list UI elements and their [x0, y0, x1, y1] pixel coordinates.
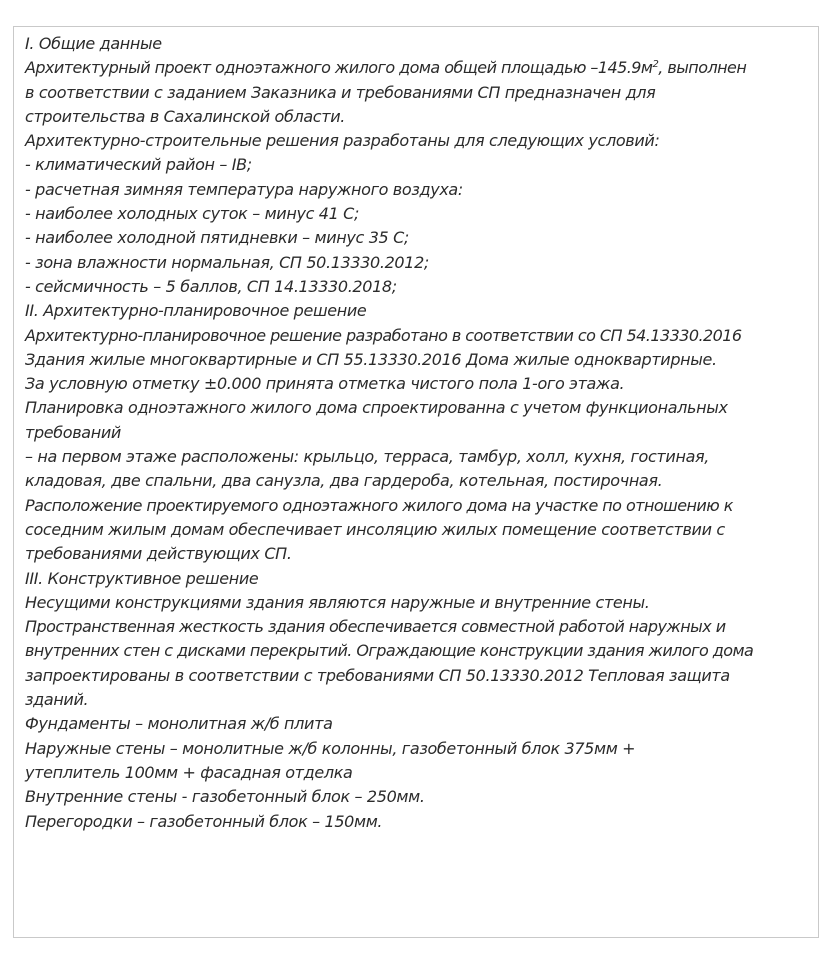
list-item: – на первом этаже расположены: крыльцо, терраса, тамбур, холл, кухня, гостиная,: [25, 447, 710, 467]
text-line: зданий.: [25, 690, 89, 710]
text-line: Наружные стены – монолитные ж/б колонны, газобетонный блок 375мм +: [25, 738, 636, 758]
text-line: строительства в Сахалинской области.: [25, 106, 345, 126]
text-line: утеплитель 100мм + фасадная отделка: [25, 762, 353, 782]
text-line: внутренних стен с дисками перекрытий. Ограждающие конструкции здания жилого дома: [25, 641, 754, 661]
text-line: Архитектурно-планировочное решение разработано в соответствии со СП 54.13330.2016: [25, 325, 742, 345]
text-line: Расположение проектируемого одноэтажного жилого дома на участке по отношению к: [25, 495, 733, 515]
list-item: - расчетная зимняя температура наружного воздуха:: [25, 179, 463, 199]
section-heading-structural: III. Конструктивное решение: [25, 568, 259, 588]
list-item: - зона влажности нормальная, СП 50.13330.2012;: [25, 252, 429, 272]
list-item: - наиболее холодных суток – минус 41 С;: [25, 204, 360, 224]
text-line: Планировка одноэтажного жилого дома спроектированна с учетом функциональных: [25, 398, 728, 418]
text-line: кладовая, две спальни, два санузла, два гардероба, котельная, постирочная.: [25, 471, 663, 491]
text-line: Архитектурный проект одноэтажного жилого дома общей площадью $-145.9м^2$, выполнен: [25, 58, 747, 78]
text-line: в соответствии с заданием Заказника и требованиями СП предназначен для: [25, 82, 656, 102]
document-text: [25, 32, 812, 834]
text-line: За условную отметку ±0.000 принята отметка чистого пола 1-ого этажа.: [25, 374, 625, 394]
text-line: Архитектурно-строительные решения разработаны для следующих условий:: [25, 131, 660, 151]
superscript-two: 2: [652, 59, 659, 71]
text-line: Внутренние стены - газобетонный блок – 250мм.: [25, 787, 425, 807]
text-line: Пространственная жесткость здания обеспечивается совместной работой наружных и: [25, 617, 726, 637]
text-line: Несущими конструкциями здания являются наружные и внутренние стены.: [25, 592, 650, 612]
text-line: Перегородки – газобетонный блок – 150мм.: [25, 811, 383, 831]
text-line: Фундаменты – монолитная ж/б плита: [25, 714, 333, 734]
section-heading-planning: II. Архитектурно-планировочное решение: [25, 301, 367, 321]
list-item: - наиболее холодной пятидневки – минус 35 С;: [25, 228, 409, 248]
text-line: Здания жилые многоквартирные и СП 55.13330.2016 Дома жилые одноквартирные.: [25, 349, 717, 369]
text-line: требований: [25, 422, 121, 442]
list-item: - сейсмичность – 5 баллов, СП 14.13330.2018;: [25, 276, 397, 296]
list-item: - климатический район – IВ;: [25, 155, 252, 175]
document-frame: [13, 26, 819, 938]
section-heading-general: I. Общие данные: [25, 34, 162, 53]
text-line: соседним жилым домам обеспечивает инсоляцию жилых помещение соответствии с: [25, 519, 725, 539]
text-line: требованиями действующих СП.: [25, 544, 292, 564]
text-line: запроектированы в соответствии с требованиями СП 50.13330.2012 Тепловая защита: [25, 665, 730, 685]
